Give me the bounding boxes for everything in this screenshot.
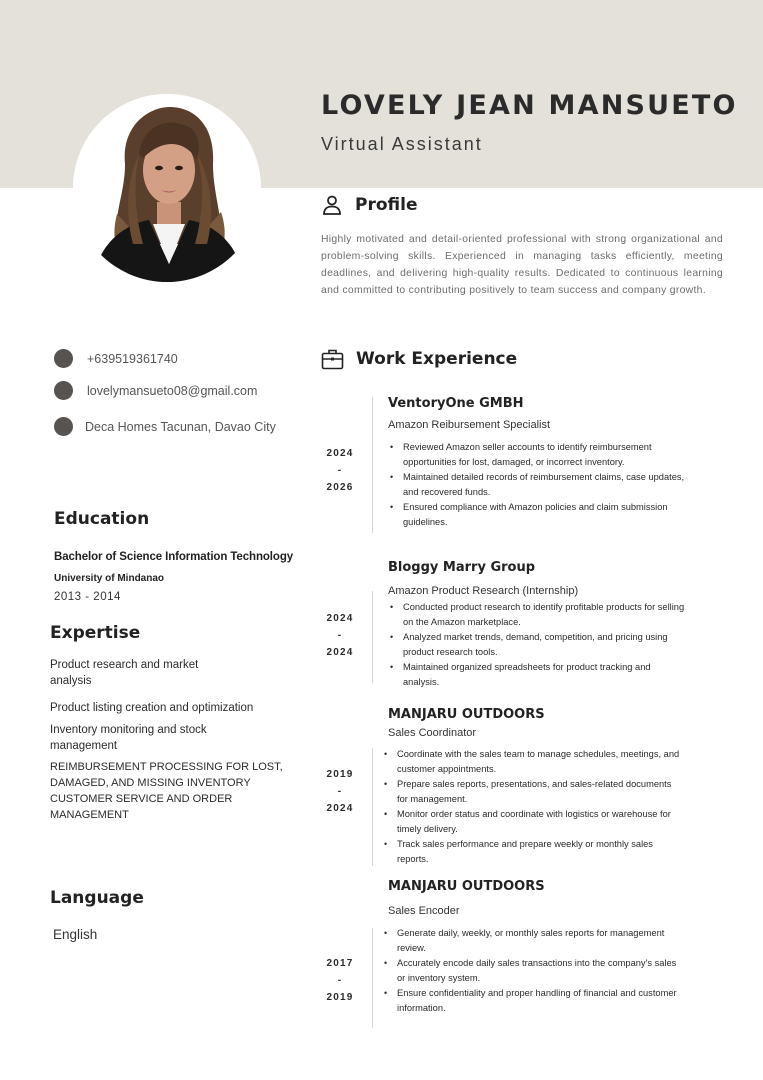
job-company: MANJARU OUTDOORS <box>388 707 545 722</box>
contact-email <box>54 381 257 400</box>
profile-heading <box>321 194 417 216</box>
job-bullet: • Monitor order status and coordinate with logistics or warehouse for timely delivery. <box>382 807 682 837</box>
job-years <box>321 766 359 817</box>
expertise-item: CUSTOMER SERVICE AND ORDER MANAGEMENT <box>50 793 233 821</box>
expertise-item: Product listing creation and optimization <box>50 702 254 714</box>
address-text: Deca Homes Tacunan, Davao City <box>85 419 276 434</box>
education-school: University of Mindanao <box>54 573 165 584</box>
job-bullets <box>382 747 682 867</box>
email-icon <box>54 381 73 400</box>
job-bullet: • Coordinate with the sales team to manage schedules, meetings, and customer appointments. <box>382 747 682 777</box>
job-years <box>321 445 359 496</box>
job-bullet: • Reviewed Amazon seller accounts to identify reimbursement opportunities for lost, damaged, or incorrect inventory. <box>388 440 688 470</box>
timeline-divider <box>372 928 373 1028</box>
job-years <box>321 610 359 661</box>
job-company: Bloggy Marry Group <box>388 560 536 575</box>
briefcase-icon <box>321 348 344 370</box>
job-role: Amazon Reibursement Specialist <box>388 419 551 431</box>
education-heading <box>54 509 149 529</box>
job-bullet: • Analyzed market trends, demand, competition, and pricing using product research tools. <box>388 630 688 660</box>
expertise-item: REIMBURSEMENT PROCESSING FOR LOST, DAMAGED, AND MISSING INVENTORY <box>50 761 283 789</box>
year-separator: - <box>337 786 343 797</box>
job-entry <box>321 557 741 687</box>
year-end: 2024 <box>326 803 354 814</box>
year-separator: - <box>337 465 343 476</box>
full-name: LOVELY JEAN MANSUETO <box>321 90 738 121</box>
job-entry <box>321 393 741 533</box>
job-entry <box>321 704 741 866</box>
education-years: 2013 - 2014 <box>54 591 121 603</box>
job-bullet: • Track sales performance and prepare weekly or monthly sales reports. <box>382 837 682 867</box>
work-heading-text: Work Experience <box>356 349 518 369</box>
job-bullet: • Maintained detailed records of reimbursement claims, case updates, and recovered funds. <box>388 470 688 500</box>
profile-heading-text: Profile <box>355 195 418 215</box>
expertise-item: Inventory monitoring and stock management <box>50 724 207 752</box>
year-separator: - <box>337 975 343 986</box>
job-title: Virtual Assistant <box>321 134 483 154</box>
timeline-divider <box>372 748 373 866</box>
year-start: 2024 <box>326 448 354 459</box>
expertise-heading-text: Expertise <box>50 623 141 643</box>
profile-photo <box>73 94 261 282</box>
location-icon <box>54 417 73 436</box>
contact-address <box>54 417 276 436</box>
year-end: 2026 <box>326 482 354 493</box>
person-icon <box>321 194 343 216</box>
expertise-item: Product research and market analysis <box>50 659 199 687</box>
education-heading-text: Education <box>54 509 150 529</box>
contact-phone <box>54 349 178 368</box>
job-bullet: • Conducted product research to identify profitable products for selling on the Amazon marketplace. <box>388 600 688 630</box>
phone-icon <box>54 349 73 368</box>
education-degree: Bachelor of Science Information Technology <box>54 551 294 563</box>
job-bullets <box>388 600 688 690</box>
job-bullet: • Ensure confidentiality and proper handling of financial and customer information. <box>382 986 682 1016</box>
job-role: Sales Coordinator <box>388 727 477 739</box>
job-role: Sales Encoder <box>388 905 460 917</box>
year-start: 2017 <box>326 958 354 969</box>
email-address: lovelymansueto08@gmail.com <box>87 383 258 398</box>
phone-number: +639519361740 <box>87 351 178 366</box>
job-bullet: • Maintained organized spreadsheets for product tracking and analysis. <box>388 660 688 690</box>
portrait-image <box>73 94 261 282</box>
language-heading: Language <box>50 888 144 908</box>
job-company: VentoryOne GMBH <box>388 396 524 411</box>
year-start: 2024 <box>326 613 354 624</box>
job-role: Amazon Product Research (Internship) <box>388 585 579 597</box>
year-end: 2019 <box>326 992 354 1003</box>
job-bullets <box>382 926 682 1016</box>
job-years <box>321 955 359 1006</box>
job-entry <box>321 876 741 1028</box>
year-separator: - <box>337 630 343 641</box>
job-bullet: • Ensured compliance with Amazon policies and claim submission guidelines. <box>388 500 688 530</box>
expertise-heading <box>50 623 140 643</box>
job-bullet: • Accurately encode daily sales transactions into the company's sales or inventory system. <box>382 956 682 986</box>
language-item: English <box>53 927 98 942</box>
job-bullets <box>388 440 688 530</box>
profile-summary: Highly motivated and detail-oriented professional with strong organizational and problem-solving skills. Experienced in managing tasks efficiently, meeting deadlines, and delivering high-quality results. Dedicated to continuous learning and committed to contributing positively to team success and company growth. <box>321 234 723 296</box>
timeline-divider <box>372 397 373 533</box>
year-start: 2019 <box>326 769 354 780</box>
timeline-divider <box>372 591 373 683</box>
year-end: 2024 <box>326 647 354 658</box>
job-bullet: • Prepare sales reports, presentations, and sales-related documents for management. <box>382 777 682 807</box>
job-bullet: • Generate daily, weekly, or monthly sales reports for management review. <box>382 926 682 956</box>
job-company: MANJARU OUTDOORS <box>388 879 545 894</box>
work-heading <box>321 348 517 370</box>
